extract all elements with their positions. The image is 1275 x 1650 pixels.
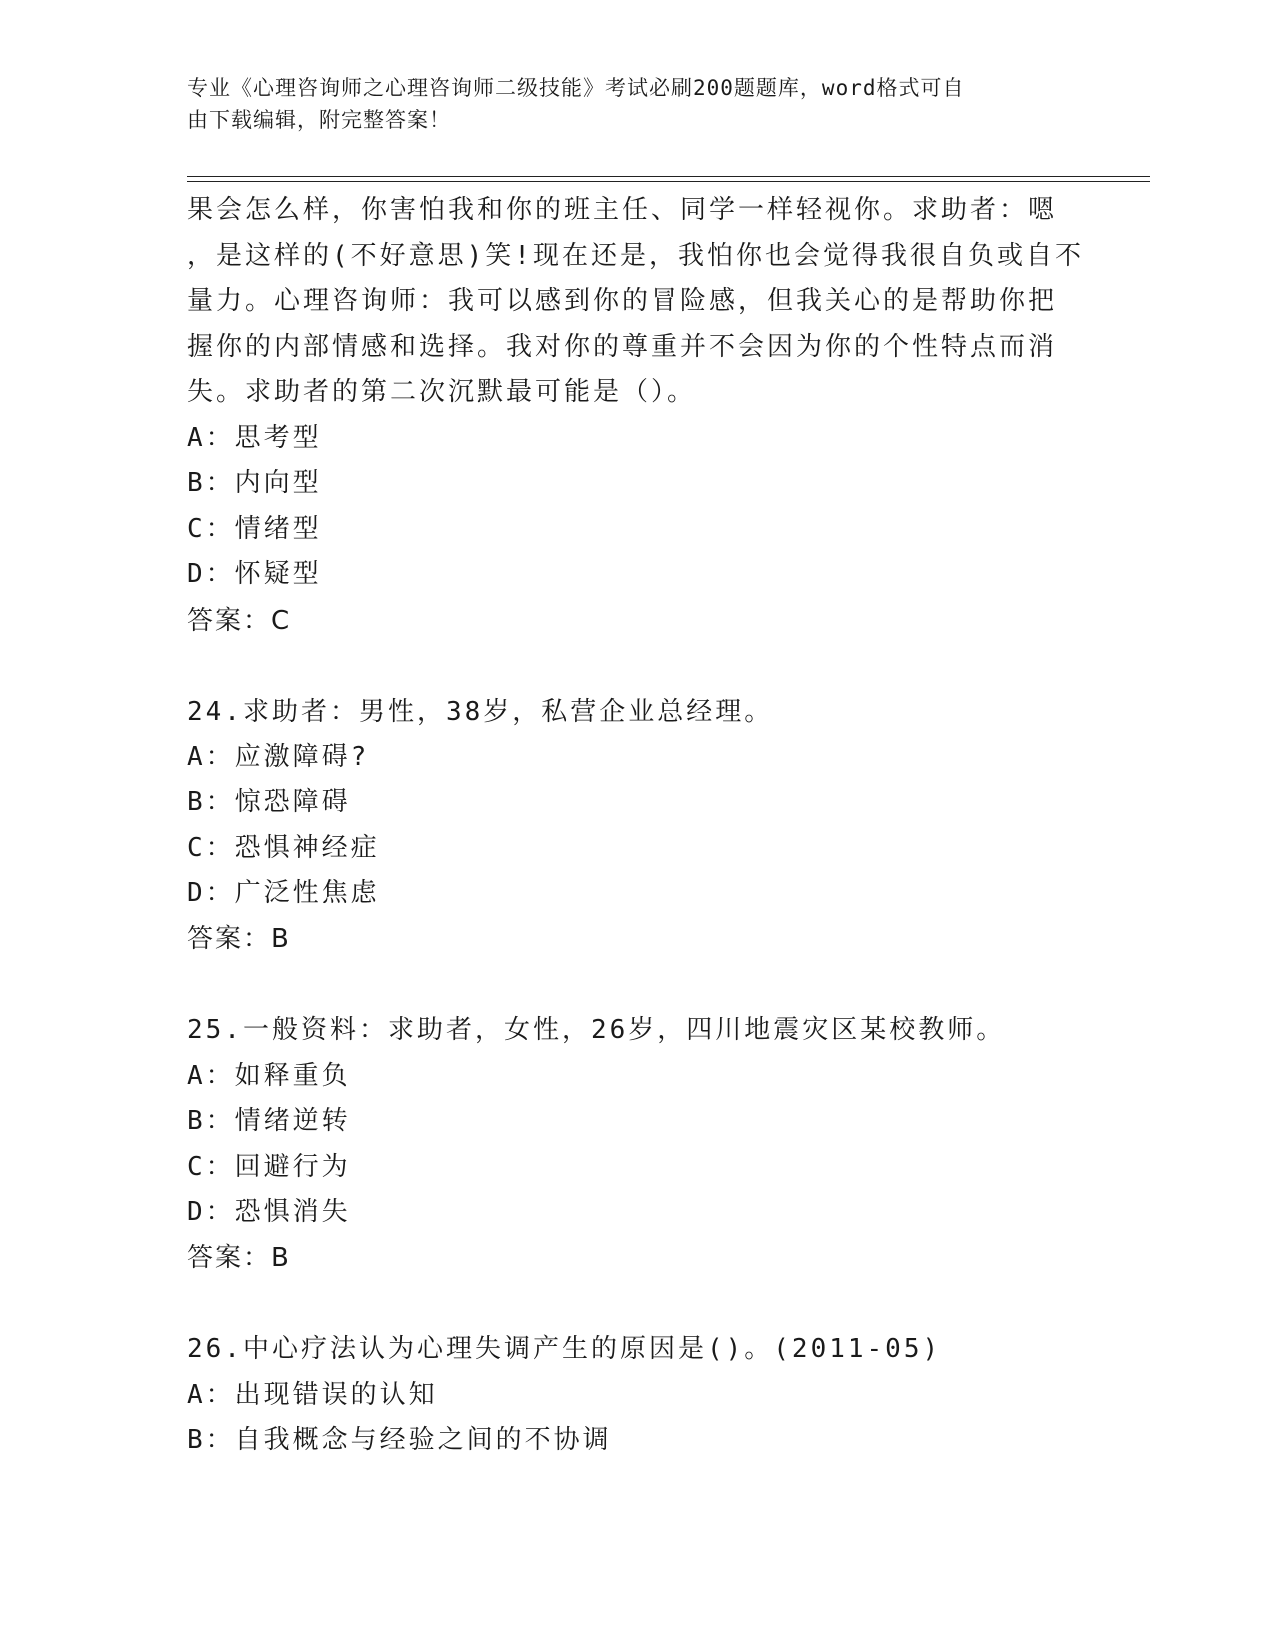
spacer (187, 644, 1087, 690)
option-b: B：情绪逆转 (187, 1106, 351, 1137)
passage-line: 果会怎么样，你害怕我和你的班主任、同学一样轻视你。求助者：嗯 (187, 195, 1058, 225)
question-stem: 26.中心疗法认为心理失调产生的原因是()。(2011-05) (187, 1334, 942, 1365)
option-c: C：回避行为 (187, 1151, 351, 1182)
answer-label: 答案：C (187, 605, 292, 636)
question-stem: 25.一般资料：求助者，女性，26岁，四川地震灾区某校教师。 (187, 1015, 1006, 1046)
option-a: A：应激障碍? (187, 741, 370, 772)
answer-label: 答案：B (187, 1243, 291, 1274)
header-divider-bottom (187, 181, 1150, 182)
option-d: D：怀疑型 (187, 559, 322, 590)
option-b: B：自我概念与经验之间的不协调 (187, 1425, 612, 1456)
question-24 (187, 690, 1087, 963)
question-23-continued (187, 188, 1087, 644)
option-a: A：如释重负 (187, 1060, 351, 1091)
spacer (187, 962, 1087, 1008)
passage-line: ，是这样的(不好意思)笑!现在还是，我怕你也会觉得我很自负或自不 (187, 240, 1084, 271)
question-stem: 24.求助者：男性，38岁，私营企业总经理。 (187, 696, 774, 727)
option-a: A：出现错误的认知 (187, 1379, 438, 1410)
document-body (187, 188, 1087, 1464)
passage-line: 失。求助者的第二次沉默最可能是（）。 (187, 377, 697, 408)
header-line-2: 由下载编辑，附完整答案！ (187, 108, 451, 132)
question-26 (187, 1327, 1087, 1463)
option-d: D：恐惧消失 (187, 1197, 351, 1228)
option-d: D：广泛性焦虑 (187, 878, 380, 909)
header-line-1: 专业《心理咨询师之心理咨询师二级技能》考试必刷200题题库，word格式可自 (187, 76, 965, 100)
header-divider-top (187, 176, 1150, 177)
option-b: B：惊恐障碍 (187, 787, 351, 818)
spacer (187, 1281, 1087, 1327)
passage-line: 量力。心理咨询师：我可以感到你的冒险感，但我关心的是帮助你把 (187, 286, 1058, 317)
option-c: C：恐惧神经症 (187, 832, 380, 863)
question-25 (187, 1008, 1087, 1281)
option-a: A：思考型 (187, 422, 322, 453)
answer-label: 答案：B (187, 924, 291, 955)
option-b: B：内向型 (187, 468, 322, 499)
page-header (187, 72, 1087, 136)
option-c: C：情绪型 (187, 513, 322, 544)
passage-line: 握你的内部情感和选择。我对你的尊重并不会因为你的个性特点而消 (187, 331, 1058, 362)
